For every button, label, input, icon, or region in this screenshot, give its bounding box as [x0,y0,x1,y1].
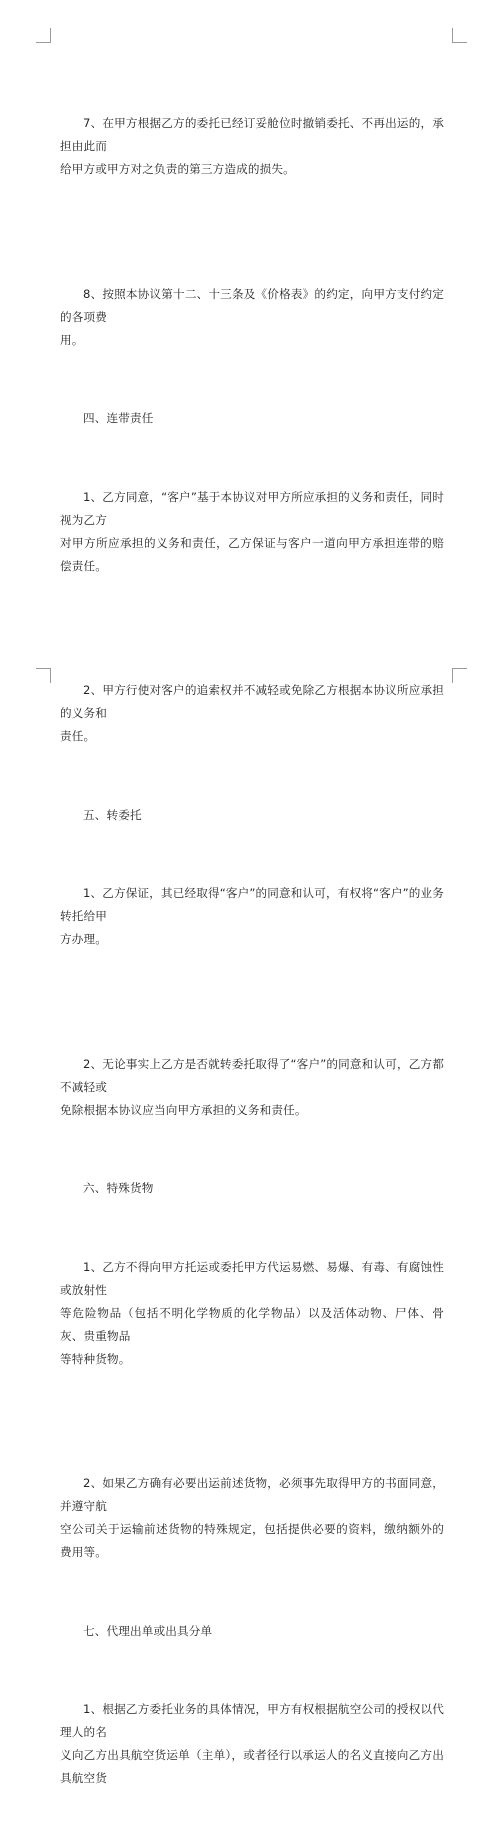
paragraph-line: 1、根据乙方委托业务的具体情况，甲方有权根据航空公司的授权以代理人的名 [60,1702,444,1739]
paragraph-line: 用。 [60,332,84,347]
clause-7-1 [60,1652,444,1836]
clause-2-7 [60,66,444,227]
paragraph-line: 2、甲方行使对客户的追索权并不减轻或免除乙方根据本协议所应承担的义务和 [60,683,444,720]
clause-5-1 [60,836,444,997]
paragraph-line: 给甲方或甲方对之负责的第三方造成的损失。 [60,162,295,176]
paragraph-line: 等危险物品（包括不明化学物质的化学物品）以及活体动物、尸体、骨灰、贵重物品 [60,1305,444,1343]
paragraph-line: 免除根据本协议应当向甲方承担的义务和责任。 [60,1102,307,1117]
paragraph-line: 7、在甲方根据乙方的委托已经订妥舱位时撤销委托、不再出运的，承担由此而 [60,116,444,153]
clause-5-2 [60,1007,444,1168]
clause-2-8 [60,237,444,398]
clause-4-1 [60,440,444,624]
section-7-heading: 七、代理出单或出具分单 [83,1623,213,1638]
paragraph-line: 1、乙方同意，“客户”基于本协议对甲方所应承担的义务和责任，同时视为乙方 [60,489,444,527]
paragraph-line: 2、如果乙方确有必要出运前述货物，必须事先取得甲方的书面同意，并遵守航 [60,1476,444,1513]
paragraph-line: 方办理。 [60,932,107,946]
section-4-heading: 四、连带责任 [83,411,154,425]
crop-mark-bottom-right [452,668,467,683]
paragraph-line: 1、乙方保证，其已经取得“客户”的同意和认可，有权将“客户”的业务转托给甲 [60,886,444,923]
document-body [60,66,444,1846]
paragraph-line: 8、按照本协议第十二、十三条及《价格表》的约定，向甲方支付约定的各项费 [60,286,444,324]
crop-mark-top-right [452,28,467,43]
crop-mark-bottom-left [36,668,51,683]
paragraph-line: 等特种货物。 [60,1351,131,1366]
paragraph-line: 责任。 [60,729,96,743]
paragraph-line: 对甲方所应承担的义务和责任，乙方保证与客户一道向甲方承担连带的赔偿责任。 [60,535,444,573]
clause-4-2 [60,633,444,794]
paragraph-line: 空公司关于运输前述货物的特殊规定，包括提供必要的资料，缴纳额外的费用等。 [60,1522,444,1559]
section-6-heading: 六、特殊货物 [83,1181,154,1195]
paragraph-line: 义向乙方出具航空货运单（主单），或者径行以承运人的名义直接向乙方出具航空货 [60,1748,444,1785]
paragraph-line: 1、乙方不得向甲方托运或委托甲方代运易燃、易爆、有毒、有腐蚀性或放射性 [60,1259,444,1297]
clause-6-2 [60,1426,444,1610]
section-5-heading: 五、转委托 [83,807,142,822]
paragraph-line: 2、无论事实上乙方是否就转委托取得了“客户”的同意和认可，乙方都不减轻或 [60,1056,444,1094]
crop-mark-top-left [36,28,51,43]
clause-6-1 [60,1210,444,1417]
